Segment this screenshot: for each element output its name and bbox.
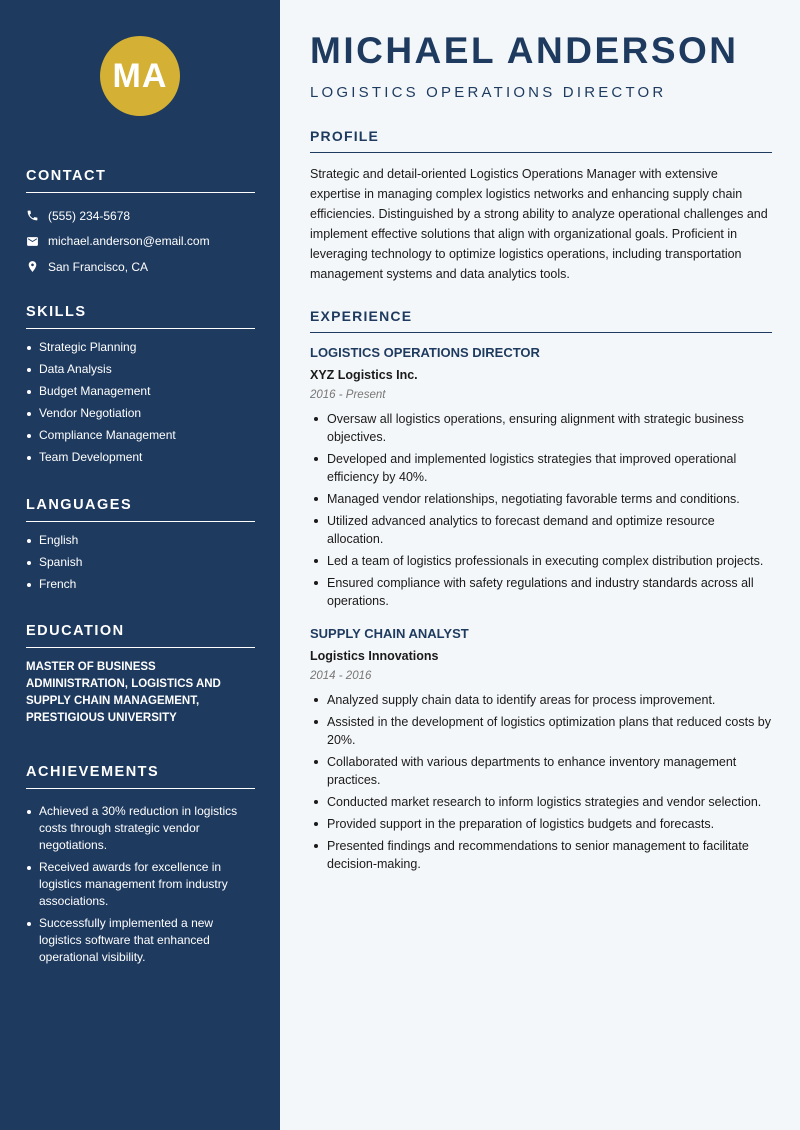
location-pin-icon [26,260,39,273]
skill-item: Compliance Management [26,427,255,444]
profile-text: Strategic and detail-oriented Logistics Operations Manager with extensive expertise in managing complex logistics networks and enhancing supply chain efficiencies. Distinguished by a strong ability to analyze operational challenges and implement effective solutions that align with organizational goals. Proficient in leveraging technology to optimize logistics operations, including transportation management systems and data analytics tools. [310,167,768,281]
skills-list [26,339,255,466]
phone-text: (555) 234-5678 [48,208,131,223]
job-title: LOGISTICS OPERATIONS DIRECTOR [310,345,540,360]
education-degree: MASTER OF BUSINESS ADMINISTRATION, LOGISTICS AND SUPPLY CHAIN MANAGEMENT, PRESTIGIOUS UNIVERSITY [26,661,221,724]
achievement-item: Received awards for excellence in logistics management from industry associations. [26,859,255,910]
job-bullets [310,410,772,610]
skill-item: Strategic Planning [26,339,255,356]
email-text: michael.anderson@email.com [48,234,210,249]
language-item: French [26,576,255,593]
job-bullets [310,691,772,873]
skill-item: Team Development [26,449,255,466]
achievements-list [26,803,255,966]
email-icon [26,235,39,248]
job-bullet: Utilized advanced analytics to forecast demand and optimize resource allocation. [310,512,772,548]
avatar: MA [100,36,180,116]
achievement-item: Successfully implemented a new logistics software that enhanced operational visibility. [26,915,255,966]
location-text: San Francisco, CA [48,259,149,274]
contact-heading: CONTACT [26,168,255,193]
language-item: English [26,532,255,549]
languages-section [26,497,255,598]
job-bullet: Managed vendor relationships, negotiating favorable terms and conditions. [310,490,772,508]
job-bullet: Led a team of logistics professionals in executing complex distribution projects. [310,552,772,570]
candidate-name: MICHAEL ANDERSON [310,30,739,71]
job-company: Logistics Innovations [310,649,439,663]
job-bullet: Conducted market research to inform logistics strategies and vendor selection. [310,793,772,811]
skills-section [26,304,255,471]
contact-list [26,203,255,280]
contact-section [26,168,255,280]
skill-item: Data Analysis [26,361,255,378]
languages-list [26,532,255,593]
job-bullet: Oversaw all logistics operations, ensuring alignment with strategic business objectives. [310,410,772,446]
skill-item: Vendor Negotiation [26,405,255,422]
contact-phone [26,203,255,229]
candidate-role: LOGISTICS OPERATIONS DIRECTOR [310,84,667,101]
job-bullet: Collaborated with various departments to enhance inventory management practices. [310,753,772,789]
job-dates: 2014 - 2016 [310,670,372,682]
job-company: XYZ Logistics Inc. [310,368,418,382]
phone-icon [26,209,39,222]
skill-item: Budget Management [26,383,255,400]
job-entry [310,626,772,873]
education-section [26,623,255,727]
language-item: Spanish [26,554,255,571]
achievements-section [26,764,255,971]
experience-heading: EXPERIENCE [310,308,772,333]
job-bullet: Provided support in the preparation of logistics budgets and forecasts. [310,815,772,833]
achievement-item: Achieved a 30% reduction in logistics costs through strategic vendor negotiations. [26,803,255,854]
job-bullet: Developed and implemented logistics strategies that improved operational efficiency by 40%. [310,450,772,486]
experience-section [310,308,772,877]
job-bullet: Ensured compliance with safety regulations and industry standards across all operations. [310,574,772,610]
job-bullet: Presented findings and recommendations to senior management to facilitate decision-making. [310,837,772,873]
languages-heading: LANGUAGES [26,497,255,522]
profile-heading: PROFILE [310,128,772,153]
job-bullet: Analyzed supply chain data to identify areas for process improvement. [310,691,772,709]
achievements-heading: ACHIEVEMENTS [26,764,255,789]
skills-heading: SKILLS [26,304,255,329]
job-entry [310,345,772,610]
job-title: SUPPLY CHAIN ANALYST [310,626,469,641]
education-heading: EDUCATION [26,623,255,648]
job-bullet: Assisted in the development of logistics optimization plans that reduced costs by 20%. [310,713,772,749]
contact-location [26,254,255,280]
job-dates: 2016 - Present [310,389,386,401]
sidebar [0,0,280,1130]
profile-section [310,128,772,284]
contact-email [26,229,255,255]
